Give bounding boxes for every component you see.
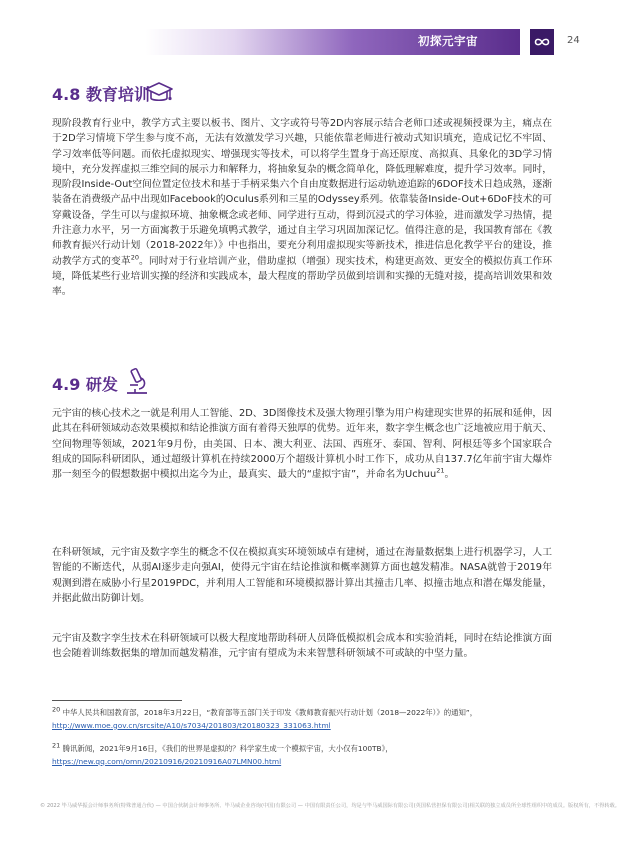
section-title-education: 4.8 教育培训: [52, 85, 150, 104]
footnote-20: $^{20}$ 中华人民共和国教育部，2018年3月22日，“教育部等五部门关于印发《教师教育振兴行动计划（2018—2022年）》的通知”，http://www.moe.gov.cn/srcsite/A10/s7034/201803/t20180323_331063.html: [52, 705, 478, 730]
footnote-20-link[interactable]: http://www.moe.gov.cn/srcsite/A10/s7034/201803/t20180323_331063.html: [52, 720, 331, 730]
footnote-divider: [52, 700, 182, 701]
graduation-cap-icon: [144, 78, 174, 112]
research-paragraph-3: 元宇宙及数字孪生技术在科研领域可以极大程度地帮助科研人员降低模拟机会成本和实验消耗，同时在结论推演方面也会随着训练数据集的增加而越发精准，元宇宙有望成为未来智慧科研领域不可或缺的中坚力量。: [52, 633, 552, 660]
page-number: 24: [567, 35, 580, 46]
footnote-ref-20: 20: [130, 253, 139, 262]
research-paragraph-1: 元宇宙的核心技术之一就是利用人工智能、2D、3D图像技术及强大物理引擎为用户构建现实世界的拓展和延伸，因此其在科研领域动态效果模拟和结论推演方面有着得天独厚的优势。近年来，数字孪生概念也广泛地被应用于航天、空间物理等领域，2021年9月份，由美国、日本、澳大利亚、法国、西班牙、泰国、智利、阿根廷等多个国家联合组成的国际科研团队，通过超级计算机在持续2000万个超级计算机小时工作下，成功从自137.7亿年前宇宙大爆炸那一刻至今的假想数据中模拟出迄今为止，最真实、最大的“虚拟宇宙”，并命名为Uchuu$^{21}$。: [52, 408, 552, 481]
section-title-research: 4.9 研发: [52, 375, 118, 394]
footnote-ref-21: 21: [436, 466, 445, 475]
infinity-logo-icon: [530, 29, 554, 55]
copyright-notice: © 2022 毕马威华振会计师事务所(特殊普通合伙) — 中国合伙制会计师事务所、毕马威企业咨询(中国)有限公司 — 中国有限责任公司，均是与毕马威国际有限公司(英国私营担保有限公司)相关联的独立成员所全球性组织中的成员。版权所有，不得转载。: [40, 803, 620, 809]
header-title: 初探元宇宙: [418, 34, 478, 48]
research-paragraph-2: 在科研领域，元宇宙及数字孪生的概念不仅在模拟真实环境领域卓有建树，通过在海量数据集上进行机器学习，人工智能的不断迭代，从弱AI逐步走向强AI，使得元宇宙在结论推演和概率测算方面也越发精准。NASA就曾于2019年观测到潜在威胁小行星2019PDC，并利用人工智能和环境模拟器计算出其撞击几率、拟撞击地点和潜在爆发能量，并据此做出防御计划。: [52, 547, 552, 604]
education-paragraph: 现阶段教育行业中，教学方式主要以板书、图片、文字或符号等2D内容展示结合老师口述或视频授课为主，痛点在于2D学习情境下学生参与度不高，无法有效激发学习兴趣，只能依靠老师进行被动式知识填充，造成记忆不牢固、学习效率低等问题。而依托虚拟现实、增强现实等技术，可以将学生置身于高还原度、高拟真、具象化的3D学习情境中，充分发挥虚拟三维空间的展示力和解释力，将抽象复杂的概念简单化，降低理解难度，提升学习效率。同时，现阶段Inside-Out空间位置定位技术和基于手柄采集六个自由度数据进行运动轨迹追踪的6DOF技术日趋成熟，逐渐装备在消费级产品中出现如Facebook的Oculus系列和三星的Odyssey系列。依靠装备Inside-Out+6DoF技术的可穿戴设备，学生可以与虚拟环境、抽象概念或老师、同学进行互动，得到沉浸式的学习体验，进而激发学习热情，提升注意力水平，另一方面寓教于乐避免填鸭式教学，通过自主学习巩固加深记忆。值得注意的是，我国教育部在《教师教育振兴行动计划（2018-2022年）》中也指出，要充分利用虚拟现实等新技术，推进信息化教学平台的建设，推动教学方式的变革$^{20}$。同时对于行业培训产业，借助虚拟（增强）现实技术，构建更高效、更安全的模拟仿真工作环境，降低某些行业培训实操的经济和实践成本，最大程度的帮助学员做到培训和实操的无缝对接，提高培训效果和效率。: [52, 118, 553, 298]
footnote-21-link[interactable]: https://new.qq.com/omn/20210916/20210916A07LMN00.html: [52, 756, 282, 766]
page-header: [0, 29, 600, 55]
footnote-number: 21: [52, 741, 61, 750]
footnote-21: $^{21}$ 腾讯新闻，2021年9月16日，《我们的世界是虚拟的？科学家生成一个模拟宇宙，大小仅有100TB》， https://new.qq.com/omn/20210916/20210916A07LMN00.html: [52, 741, 393, 766]
microscope-icon: [124, 366, 150, 400]
footnote-number: 20: [52, 705, 61, 714]
